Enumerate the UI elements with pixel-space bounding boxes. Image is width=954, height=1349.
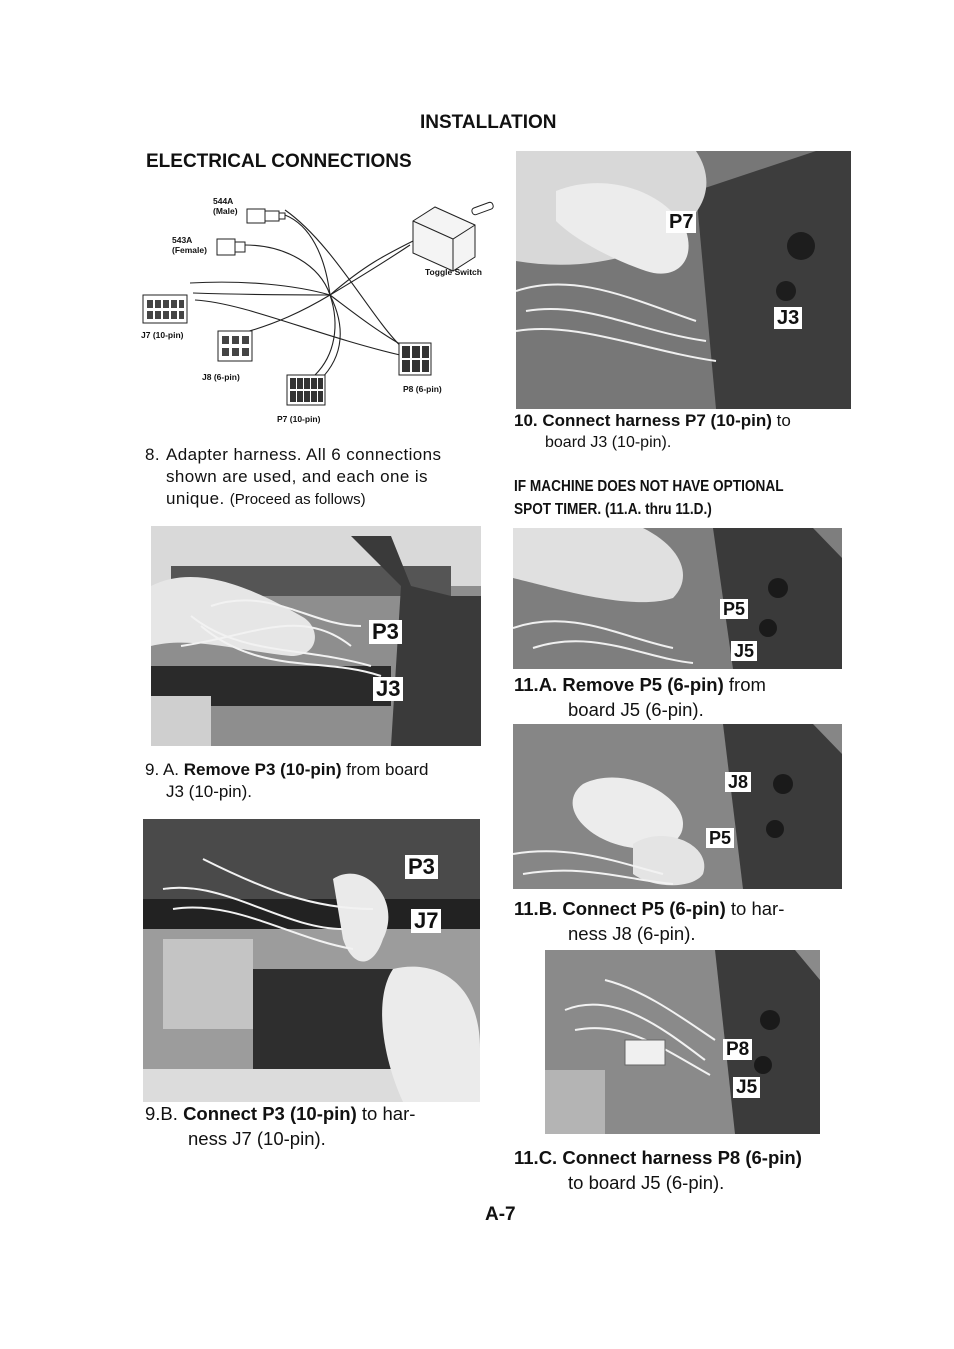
label-544a-sub: (Male) (213, 206, 238, 216)
connector-543a-icon (217, 239, 245, 255)
photo6-label-p8: P8 (723, 1039, 752, 1060)
photo6-label-j5: J5 (733, 1077, 760, 1098)
label-544a: 544A (213, 196, 234, 206)
step-9b: 9.B. Connect P3 (10-pin) to har- ness J7 (10-pin). (145, 1103, 416, 1149)
photo4-label-p5: P5 (720, 599, 748, 619)
connector-j8-icon (218, 331, 252, 361)
photo3-label-p7: P7 (666, 211, 696, 233)
photo-connect-p3-j7 (143, 819, 480, 1102)
spot-timer-notice: IF MACHINE DOES NOT HAVE OPTIONAL SPOT TIMER. (11.A. thru 11.D.) (514, 478, 784, 518)
photo2-label-p3: P3 (405, 855, 438, 879)
page-number: A-7 (485, 1204, 516, 1225)
label-p8: P8 (6-pin) (403, 384, 442, 394)
step-8: 8. Adapter harness. All 6 connections shown are used, and each one is unique. (Proceed as follows) (145, 444, 480, 511)
step-10: 10. Connect harness P7 (10-pin) to board J3 (10-pin). (514, 411, 791, 451)
step-11c: 11.C. Connect harness P8 (6-pin) to board J5 (6-pin). (514, 1147, 802, 1193)
toggle-switch-icon (413, 201, 494, 271)
connector-544a-icon (247, 209, 285, 223)
label-543a: 543A (172, 235, 193, 245)
photo-remove-p3 (151, 526, 481, 746)
photo-remove-p5 (513, 528, 842, 669)
proceed-note: (Proceed as follows) (229, 491, 366, 508)
connector-p7-icon (287, 375, 325, 405)
connector-p8-icon (399, 343, 431, 375)
label-toggle-switch: Toggle Switch (425, 267, 482, 277)
photo-connect-p7-j3 (516, 151, 851, 409)
photo4-label-j5: J5 (731, 641, 757, 661)
photo1-label-j3: J3 (373, 677, 403, 701)
label-543a-sub: (Female) (172, 245, 207, 255)
label-p7: P7 (10-pin) (277, 414, 321, 424)
electrical-connections-heading: ELECTRICAL CONNECTIONS (146, 151, 412, 172)
connector-j7-icon (143, 295, 187, 323)
step-11a: 11.A. Remove P5 (6-pin) from board J5 (6-pin). (514, 674, 766, 720)
photo5-label-p5: P5 (706, 828, 734, 848)
step-11b: 11.B. Connect P5 (6-pin) to har- ness J8 (6-pin). (514, 898, 785, 944)
label-j7: J7 (10-pin) (141, 330, 184, 340)
photo-connect-p8-j5 (545, 950, 820, 1134)
photo2-label-j7: J7 (411, 909, 441, 933)
label-j8: J8 (6-pin) (202, 372, 240, 382)
step-9a: 9. A. Remove P3 (10-pin) from board J3 (10-pin). (145, 760, 429, 801)
step-8-number: 8. (145, 445, 160, 464)
adapter-harness-diagram (135, 185, 495, 430)
photo5-label-j8: J8 (725, 772, 751, 792)
section-title: INSTALLATION (420, 112, 557, 133)
photo3-label-j3: J3 (774, 307, 802, 329)
photo1-label-p3: P3 (369, 620, 402, 644)
photo-connect-p5-j8 (513, 724, 842, 889)
